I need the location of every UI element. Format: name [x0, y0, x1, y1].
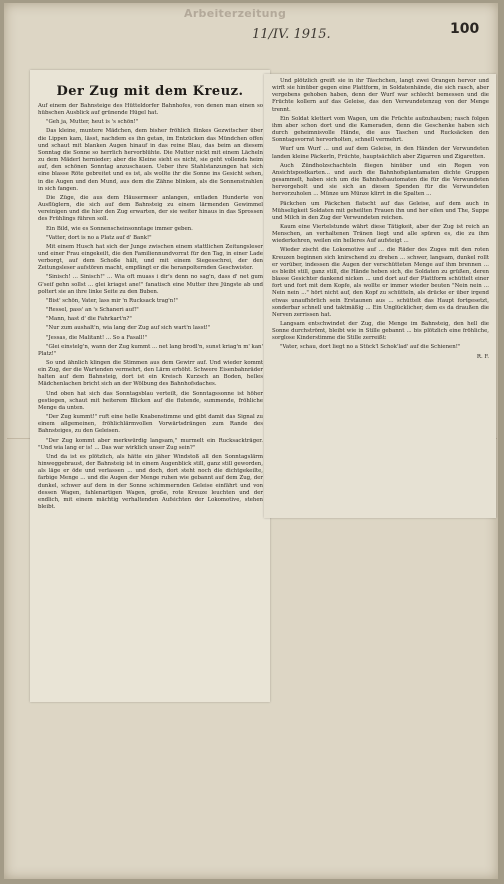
paragraph: Päckchen um Päckchen flatscht auf das Geleise, auf dem auch in Mühseligkeit Soldaten mit geheilten Frauen ihn und her eilen und The, Suppe und Milch in den Zug der Verwundeten reichen.	[272, 200, 489, 221]
paragraph: Und da ist es plötzlich, als hätte ein jäher Windstoß all den Sonntagslärm hinweggebraust, der Bahnsteig ist in einem Augenblick still, ganz still geworden, als läge er öde und verlassen ... und doch, dort steht noch die dichtgekeilte, farbige Menge ... und die Augen der Menge ruhen wie gebannt auf dem Zug, der dunkel, schwer auf dem in der Sonne schimmernden Geleise einfährt und von dessen Wagen, fahlenartigen Wagen, große, rote Kreuze leuchten und der endlich, mit einem mächtig verhaltenden Aufsichten der Lokomotive, stehen bleibt.	[38, 453, 263, 510]
article-title: Der Zug mit dem Kreuz.	[56, 84, 244, 99]
paragraph: Ein Bild, wie es Sonnenscheinsonntage immer geben.	[46, 225, 193, 232]
paragraph: "Mann, hast d' die Fahrkart'n?"	[46, 316, 132, 323]
paragraph: Wurf um Wurf ... und auf dem Geleise, in den Händen der Verwundeten landen kleine Päckerln, Früchte, hauptsächlich aber Zigarren und Zigaretten.	[272, 146, 489, 160]
paragraph: "Glei einstelg'n, wann der Zug kummt ... net lang brodl'n, sunst kriag'n m' kan' Platz!"	[38, 343, 263, 357]
left-column	[30, 103, 270, 511]
paragraph: So und ähnlich klingen die Stimmen aus dem Gewirr auf. Und wieder kommt ein Zug, der die Wartenden vermehrt, den Lärm erhöht. Schwere Eisenbahnräder halten auf dem Bahnsteig, dort ist ein Kreisch Kurzsch an Boden, helles Mädchenlachen bricht sich an der Wölbung des Bahnhofsdaches.	[38, 360, 263, 388]
paragraph: Und oben hat sich das Sonntagsblau verteilt, die Sonntagssonne ist höher gestiegen, schaut mit heiterem Blicken auf die flutende, summende, fröhliche Menge da unten.	[38, 390, 263, 411]
paragraph: Ein Soldat klettert vom Wagen, um die Früchte aufzuhauben; rasch folgen ihm aber schon dort und die Kameraden, denn die Geschenke haben sich durch geheimnisvolle Hände, die aus Taschen und Rucksäcken den Sonntagsvorrat hervorholten, schnell vermehrt.	[272, 115, 489, 144]
page-number: 100	[450, 21, 480, 37]
paragraph: Wieder zischt die Lokomotive auf ... die Räder des Zuges mit den roten Kreuzen beginnen sich knirschend zu drehen ... schwer, langsam, dunkel rollt er vorüber, indessen die Augen der verschütteten Menge auf ihm brennen ... es bleibt still, ganz still, die Hände heben sich, die Soldaten zu grüßen, deren blasse Gesichter dankend nicken ... und dort auf der Plattform schüttelt einer fort und fort mit dem Kopfe, als wollte er immer wieder beuten "Nein nein ... Nein nein ..." hört nicht auf, den Kopf zu schütteln, als drücke er über irgend etwas unaufhörlich sein Erstaunen aus ... schüttelt das Haupt fortgesetzt, sonderbar schnell und taktmäßig ... Ein Unglücklicher, dem es da draußen die Nerven zerrissen hat.	[272, 247, 489, 318]
author-signature: R. F.	[476, 353, 489, 360]
paragraph: "Ressel, pass' an 's Schaneri auf!"	[46, 307, 139, 314]
paragraph: Auf einem der Bahnsteige des Hütteldorfer Bahnhofes, von denen man einen so hübschen Ausblick auf grünende Hügel hat.	[38, 103, 263, 117]
paragraph: Und plötzlich greift sie in ihr Täschchen, langt zwei Orangen hervor und wirft sie hinüber gegen eine Plattform, in Soldatenhände, die sich rasch, aber vergebens gehoben haben, denn der Wurf war schlecht bemessen und die Früchte kollern auf das Geleise, das den Verwundetenzug von der Menge trennt.	[272, 78, 489, 113]
right-column	[264, 74, 496, 360]
paragraph: Das kleine, muntere Mädchen, dem bisher fröhlich flinkes Gezwitscher über die Lippen kam, lässt, nachdem es ihn getan, im Entzücken das Mündchen offen und schaut mit blanken Augen hinauf in das reine Blau, das beim an diesem Sonntag die Sonne so herrlich hervorblühte. Die Mutter nickt mit einem Lächeln zu dem Mäderl hernieder; aber die Kleine sieht es nicht, sie geht vollends heim auf, den schönen Sonntag anzuschauen. Ueber ihre Stahlstanzungen hat sich eine blasse Röte gebreitet und es ist, als wollte ihr die Sonne ins Gesicht sehen, in die Augen und den Mund, aus dem die Zähne blinken, als die Sonnenstrahlen in sich fangen.	[38, 128, 263, 192]
paragraph: "Nur zum aushalt'n, wia lang der Zug auf sich wart'n lasst!"	[46, 325, 211, 332]
journal-name: Arbeiterzeitung	[184, 7, 287, 20]
clipping-right	[264, 74, 496, 518]
paragraph: "Der Zug kommt aber merkwürdig langsam," murmelt ein Rucksackträger. "Und wia lang er is! ... Das war wirklich unser Zug sein?"	[38, 437, 263, 451]
paragraph: "Bist' schön, Vater, lass mir 'n Rucksack trag'n!"	[46, 297, 178, 304]
paragraph: "Jessas, die Malitant! ... So a Fasall!"	[46, 334, 148, 341]
paragraph: Die Züge, die aus dem Häusermeer anlangen, entladen Hunderte von Ausflüglern, die sich auf dem Bahnsteig zu einem lärmenden Gewimmel vereinigen und die hier den Zug erwarten, der sie weiter hinaus in das Sprossen des Frühlings führen soll.	[38, 194, 263, 223]
paragraph: Mit einem Husch hat sich der Junge zwischen einem stattlichen Zeitungsleser und einer Frau eingekeilt, die den Familiennundvorrat für den Tag, in einer Lade verborgt, auf dem Schoße hält, und mit einem Siegesschrei, der den Zeitungsleser aufstören macht, empfängt er die heranpolternden Geschwister.	[38, 243, 263, 272]
paragraph: "Der Zug kummt!" ruft eine helle Knabenstimme und gibt damit das Signal zu einem allgemeinen, fröhlichlärmvollen Vorwärtsdrängen zum Rande des Bahnsteiges, zu den Geleisen.	[38, 414, 263, 435]
paragraph: "Vatter, dort is no a Platz auf d' Bank!"	[46, 234, 152, 241]
paragraph: "Vater, schau, dort liegt no a Stück'l Schok'lad' auf die Schienen!"	[280, 344, 461, 351]
paragraph: Kaum eine Viertelstunde währt diese Tätigkeit, aber der Zug ist reich an Menschen, an verhaltenen Tränen liegt und alle spüren es, die zu ihm wiederkehren, weilen ein helleres Auf aufsteigt ...	[272, 223, 489, 245]
paragraph: Langsam entschwindet der Zug, die Menge im Bahnsteig, den hell die Sonne durchströmt, bleibt wie in Stille gebannt ... bis plötzlich eine fröhliche, sorglose Kinderstimme die Stille zerreißt:	[272, 321, 489, 342]
clipping-left	[30, 70, 270, 702]
paragraph: "Sinisch! ... Sinisch!" ... Wia oft muass i dir's denn no sag'n, dass d' net gum G'seif gehn sollst ... glei kriagst ane!" fanatisch eine Mutter ihre Jüngste ab und poltert sie an ihre linke Seite zu den Buben.	[38, 274, 263, 295]
paragraph: Auch Zündholzschachteln fliegen hinüber und ein Regen von Ansichtspostkarten... und auch die Bahnhofsplantamaten dichte Gruppen gesammelt, haben sich um die Bahnhofsautomaten die für die Verwundeten hervorgeholt und sie sich an diesen Spenden für die Verwundeten hervorzuholen ... Münze um Münze klirrt in die Spalten ...	[272, 162, 489, 198]
paragraph: "Geh ja, Mutter, heut is 's schön!"	[46, 119, 139, 126]
handwritten-date: 11/IV. 1915.	[252, 27, 331, 42]
